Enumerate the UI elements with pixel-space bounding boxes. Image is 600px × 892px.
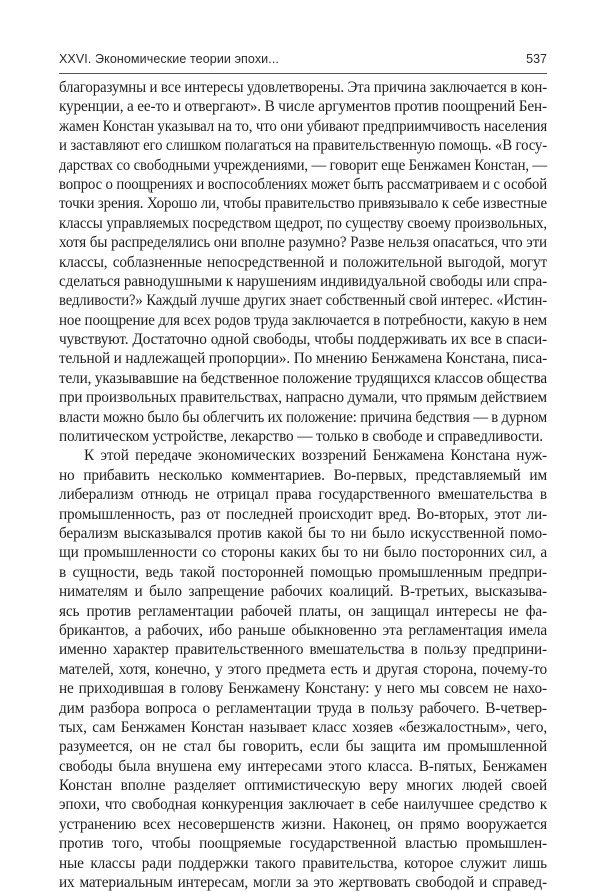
text-line: ведливости?» Каждый лучше других знает собственный свой интерес. «Истин- [59,292,547,310]
text-line: точки зрения. Хорошо ли, чтобы правительство привязывало к себе известные [59,195,548,213]
text-line: классы, соблазненные непосредственной и положительной выгодой, могут [59,253,547,271]
running-title: XXVI. Экономические теории эпохи... [59,52,279,66]
text-line: при произвольных правительствах, напрасно думали, что прямым действием [59,389,547,407]
text-line: нимателям и было запрещение рабочих коалиций. В-третьих, высказыва- [59,583,547,601]
text-line: щи промышленности со стороны каких бы то ни было посторонних сил, а [59,544,547,562]
text-line: чувствуют. Достаточно одной свободы, чтобы поддерживать их все в спаси- [59,331,547,349]
text-line: дим разбора вопроса о регламентации труда в пользу рабочего. В-четвер- [59,699,547,717]
text-line: благоразумны и все интересы удовлетворены. Эта причина заключается в кон- [59,79,548,96]
text-line: классы управляемых посредством щедрот, по существу своему произвольных, [59,214,548,232]
text-line: ное поощрение для всех родов труда заключается в потребности, какую в нем [59,311,548,329]
text-line: против того, чтобы поощряемые государственной властью промышлен- [59,835,547,853]
text-line: мателей, хотя, конечно, у этого предмета есть и другая сторона, почему-то [59,660,547,678]
text-line: жамен Констан указывал на то, что они убивают предприимчивость населения [59,117,547,135]
text-line: Констан вполне разделяет оптимистическую веру многих людей своей [59,777,547,795]
text-line: сделаться равнодушными к нарушениям индивидуальной свободы или спра- [59,272,548,290]
text-line: берализм высказывался против какой бы то ни было искусственной помо- [59,524,547,542]
text-line: тельной и надлежащей пропорции». По мнению Бенжамена Констана, писа- [59,350,548,368]
text-line: ные классы ради поддержки такого правительства, которое служит лишь [59,854,547,872]
header-rule [59,73,547,74]
body-text [59,78,547,892]
text-line: куренции, а ее-то и отвергают». В числе аргументов против поощрений Бен- [59,98,547,116]
text-line: тели, указывавшие на бедственное положение трудящихся классов общества [59,369,548,387]
text-line: но прибавить несколько комментариев. Во-первых, представляемый им [59,466,547,484]
text-line: брикантов, а рабочих, ибо раньше обыкновенно эта регламентация имела [59,621,547,639]
text-line: разумеется, он не стал бы говорить, если бы защита им промышленной [59,738,547,756]
text-line: либерализм отнюдь не отрицал права государственного вмешательства в [59,486,547,504]
page-number: 537 [526,52,547,66]
text-line: их материальным интересам, могли за это жертвовать свободой и справед- [59,874,547,892]
text-line: власти можно было бы облегчить их положение: причина бедствия — в дурном [59,408,548,426]
running-head [59,52,547,70]
text-line: хотя бы распределялись они вполне разумно? Разве нельзя опасаться, что эти [59,234,547,252]
text-line: именно характер правительственного вмешательства в пользу предприни- [59,641,547,659]
text-line: дарствах со свободными учреждениями, — говорит еще Бенжамен Констан, — [59,156,547,174]
text-line: устранению всех несовершенств жизни. Наконец, он прямо вооружается [59,815,547,833]
text-line: в сущности, ведь такой посторонней помощью промышленным предпри- [59,563,547,581]
text-line: эпохи, что свободная конкуренция заключает в себе наилучшее средство к [59,796,547,814]
text-line: вопрос о поощрениях и воспособлениях может быть рассматриваем и с особой [59,175,547,193]
text-line: ясь против регламентации рабочей платы, он защищал интересы не фа- [59,602,547,620]
text-line-paragraph-start: К этой передаче экономических воззрений Бенжамена Констана нуж- [84,447,547,465]
text-line: и заставляют его слишком полагаться на правительственную помощь. «В госу- [59,137,547,155]
text-line: промышленность, раз от последней происходит вред. Во-вторых, этот ли- [59,505,547,523]
text-line: не приходившая в голову Бенжамену Констану: у него мы совсем не нахо- [59,680,547,698]
text-line: свободы была внушена ему интересами этого класса. В-пятых, Бенжамен [59,757,547,775]
text-line-paragraph-end: политическом устройстве, лекарство — только в свободе и справедливости. [59,428,543,446]
text-line: тых, сам Бенжамен Констан называет класс хозяев «безжалостным», чего, [59,718,547,736]
